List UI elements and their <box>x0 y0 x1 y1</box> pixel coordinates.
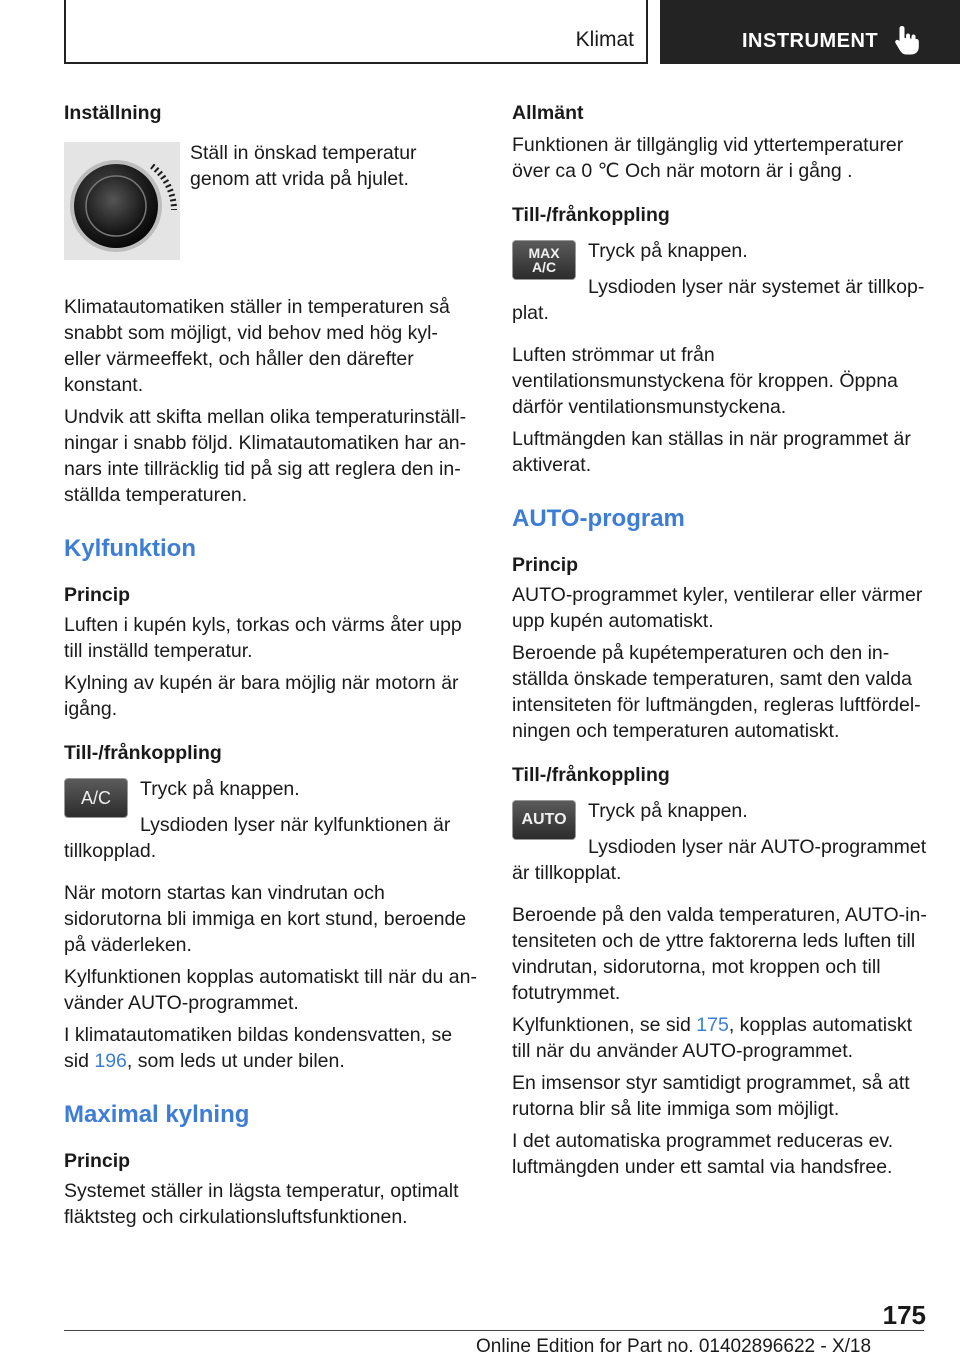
auto-heading: AUTO-program <box>512 505 685 532</box>
general-paragraph-2: Luften strömmar ut från ventilationsmunstyckena för kroppen. Öppna därför ventilationsmunstyckena. <box>512 344 898 418</box>
settings-heading: Inställning <box>64 102 162 124</box>
cooling-paragraph-3: När motorn startas kan vindrutan och sidorutorna bli immiga en kort stund, beroende på väderleken. <box>64 882 467 956</box>
auto-paragraph-4 <box>512 1012 930 1064</box>
header-section-title: Klimat <box>575 28 634 51</box>
cooling-paragraph-2: Kylning av kupén är bara möjlig när motorn är igång. <box>64 672 459 720</box>
max-ac-button <box>512 240 576 280</box>
auto-paragraph-6: I det automatiska programmet reduceras ev. luftmängden under ett samtal via handsfree. <box>512 1130 894 1178</box>
auto-paragraph-1: AUTO-programmet kyler, ventilerar eller värmer upp kupén automatiskt. <box>512 584 923 632</box>
auto-button <box>512 800 576 840</box>
cooling-paragraph-4: Kylfunktionen kopplas automatiskt till när du använder AUTO-programmet. <box>64 966 477 1014</box>
footer-divider <box>64 1330 924 1331</box>
auto-toggle-heading: Till-/frånkoppling <box>512 764 670 786</box>
max-ac-press-text: Tryck på knappen. <box>588 240 748 262</box>
auto-p4-text-b: , kopplas automatiskt till när du använder AUTO-programmet. <box>512 1014 913 1062</box>
max-paragraph-1: Systemet ställer in lägsta temperatur, optimalt fläktsteg och cirkulationsluftsfunktionen. <box>64 1180 459 1228</box>
temperature-wheel-row <box>64 142 478 282</box>
header-chapter-box <box>660 0 960 64</box>
general-paragraph-3: Luftmängden kan ställas in när programmet är aktiverat. <box>512 428 911 476</box>
ac-press-text: Tryck på knappen. <box>140 778 300 800</box>
ac-button-row <box>64 776 478 820</box>
footer-edition: Online Edition for Part no. 01402896622 - X/18 <box>476 1336 872 1357</box>
cooling-p5-text-a: I klimatautomatiken bildas kondensvatten, se sid <box>64 1024 453 1072</box>
page-number: 175 <box>882 1300 926 1330</box>
max-cooling-heading: Maximal kylning <box>64 1101 250 1128</box>
max-ac-led-text: Lysdioden lyser när systemet är tillkopplat. <box>512 276 925 324</box>
general-heading: Allmänt <box>512 102 584 124</box>
left-column <box>64 100 478 1230</box>
hand-pointer-icon <box>893 24 921 56</box>
ac-led-text: Lysdioden lyser när kylfunktionen är tillkopplad. <box>64 814 451 862</box>
settings-instruction: Ställ in önskad temperatur genom att vrida på hjulet. <box>190 142 417 190</box>
cooling-paragraph-5 <box>64 1022 478 1074</box>
max-ac-label-1: MAX <box>528 245 560 261</box>
auto-paragraph-3: Beroende på den valda temperaturen, AUTO-intensiteten och de yttre faktorerna leds luften till vindrutan, sidorutorna, mot kroppen och till fotutrymmet. <box>512 904 927 1004</box>
auto-led-text: Lysdioden lyser när AUTO-programmet är tillkopplat. <box>512 836 927 884</box>
general-paragraph-1: Funktionen är tillgänglig vid yttertemperaturer över ca 0 ℃ Och när motorn är i gång . <box>512 134 904 182</box>
auto-button-row <box>512 798 930 842</box>
ac-button-label: A/C <box>80 788 111 808</box>
page-link-175[interactable]: 175 <box>696 1014 729 1036</box>
temperature-wheel-image <box>64 142 180 260</box>
auto-paragraph-2: Beroende på kupétemperaturen och den inställda önskade temperaturen, samt den valda intensiteten för luftmängden, regleras luftfördelningen och temperaturen automatiskt. <box>512 642 921 742</box>
max-principle-heading: Princip <box>64 1150 131 1172</box>
temperature-wheel-icon <box>64 142 180 260</box>
auto-press-text: Tryck på knappen. <box>588 800 748 822</box>
cooling-p5-text-b: , som leds ut under bilen. <box>126 1050 345 1072</box>
right-column <box>512 100 930 1180</box>
header-chapter-title: INSTRUMENT <box>742 30 879 52</box>
cooling-heading: Kylfunktion <box>64 535 196 562</box>
header-section-box <box>64 0 648 64</box>
auto-principle-heading: Princip <box>512 554 579 576</box>
settings-paragraph-2: Undvik att skifta mellan olika temperaturinställningar i snabb följd. Klimatautomatiken har annars inte tillräcklig tid på sig att reglera den inställda temperaturen. <box>64 406 467 506</box>
auto-paragraph-5: En imsensor styr samtidigt programmet, så att rutorna blir så lite immiga som möjligt. <box>512 1072 910 1120</box>
auto-p4-text-a: Kylfunktionen, se sid <box>512 1014 697 1036</box>
max-ac-button-row <box>512 238 930 282</box>
max-ac-label-2: A/C <box>531 259 557 275</box>
ac-button <box>64 778 128 818</box>
page-link-196[interactable]: 196 <box>94 1050 127 1072</box>
settings-paragraph-1: Klimatautomatiken ställer in temperaturen så snabbt som möjligt, vid behov med hög kyl- eller värmeeffekt, och håller den därefter konstant. <box>64 296 450 396</box>
cooling-paragraph-1: Luften i kupén kyls, torkas och värms åter upp till inställd temperatur. <box>64 614 462 662</box>
max-toggle-heading: Till-/frånkoppling <box>512 204 670 226</box>
auto-button-label: AUTO <box>521 811 567 828</box>
cooling-toggle-heading: Till-/frånkoppling <box>64 742 222 764</box>
cooling-principle-heading: Princip <box>64 584 131 606</box>
